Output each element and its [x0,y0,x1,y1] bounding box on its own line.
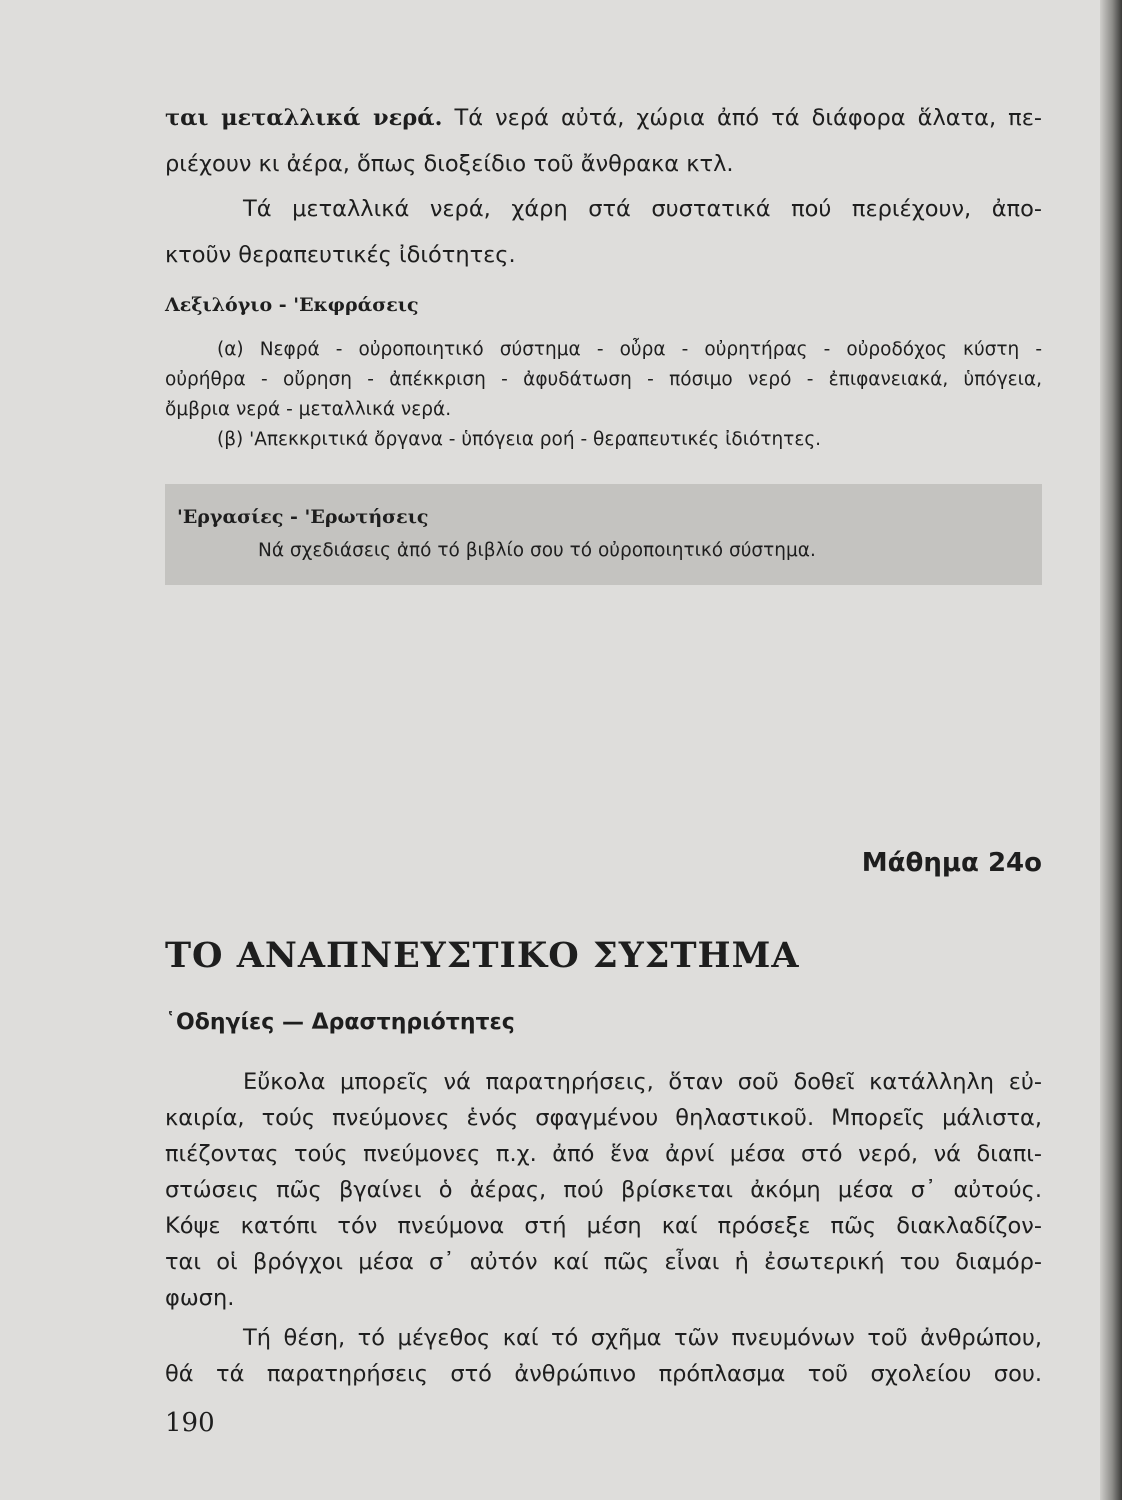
vocabulary-title: Λεξιλόγιο - 'Εκφράσεις [165,294,419,316]
vocabulary-line: (β) 'Απεκκριτικά ὄργανα - ὑπόγεια ροή - θεραπευτικές ἰδιότητες. [217,429,822,450]
instructions-title: ῾Οδηγίες — Δραστηριότητες [165,1010,515,1035]
main-text-line: στώσεις πῶς βγαίνει ὁ ἀέρας, πού βρίσκεται ἀκόμη μέσα σ᾽ αὐτούς. [165,1177,1042,1203]
intro-line: κτοῦν θεραπευτικές ἰδιότητες. [165,241,516,268]
main-text-line: ται οἱ βρόγχοι μέσα σ᾽ αὐτόν καί πῶς εἶναι ἡ ἐσωτερική του διαμόρ- [165,1249,1042,1275]
main-text-line: Τή θέση, τό μέγεθος καί τό σχῆμα τῶν πνευμόνων τοῦ ἀνθρώπου, [243,1325,1042,1351]
exercises-title: 'Εργασίες - 'Ερωτήσεις [177,506,429,528]
exercises-box [165,484,1042,585]
main-text-line: Κόψε κατόπι τόν πνεύμονα στή μέση καί πρόσεξε πῶς διακλαδίζον- [165,1213,1042,1239]
main-text-line: πιέζοντας τούς πνεύμονες π.χ. ἀπό ἕνα ἀρνί μέσα στό νερό, νά διαπι- [165,1141,1042,1167]
main-text-line: θά τά παρατηρήσεις στό ἀνθρώπινο πρόπλασμα τοῦ σχολείου σου. [165,1361,1042,1387]
main-text-line: Εὔκολα μπορεῖς νά παρατηρήσεις, ὅταν σοῦ δοθεῖ κατάλληλη εὐ- [243,1069,1042,1095]
main-text-line: φωση. [165,1285,235,1311]
vocabulary-line: οὐρήθρα - οὔρηση - ἀπέκκριση - ἀφυδάτωση - πόσιμο νερό - ἐπιφανειακά, ὑπόγεια, [165,369,1042,390]
vocabulary-line: (α) Νεφρά - οὐροποιητικό σύστημα - οὖρα - οὐρητήρας - οὐροδόχος κύστη - [217,339,1042,360]
lesson-number: Μάθημα 24ο [861,848,1042,878]
intro-line-rest: Τά νερά αὐτά, χώρια ἀπό τά διάφορα ἅλατα, πε- [442,105,1042,131]
page-number: 190 [165,1408,215,1438]
exercises-text: Νά σχεδιάσεις ἀπό τό βιβλίο σου τό οὐροποιητικό σύστημα. [258,540,816,561]
page-edge [1100,0,1122,1500]
vocabulary-list [165,335,1042,455]
intro-bold-term: ται μεταλλικά νερά. [165,105,443,131]
intro-text [165,96,1042,278]
intro-line: ριέχουν κι ἀέρα, ὅπως διοξείδιο τοῦ ἄνθρακα κτλ. [165,150,734,177]
main-text [165,1064,1042,1392]
main-text-line: καιρία, τούς πνεύμονες ἑνός σφαγμένου θηλαστικοῦ. Μπορεῖς μάλιστα, [165,1105,1042,1131]
vocabulary-line: ὄμβρια νερά - μεταλλικά νερά. [165,399,452,420]
intro-line: Τά μεταλλικά νερά, χάρη στά συστατικά πού περιέχουν, ἀπο- [243,196,1042,222]
lesson-title: ΤΟ ΑΝΑΠΝΕΥΣΤΙΚΟ ΣΥΣΤΗΜΑ [165,935,800,976]
intro-line [165,96,1042,142]
